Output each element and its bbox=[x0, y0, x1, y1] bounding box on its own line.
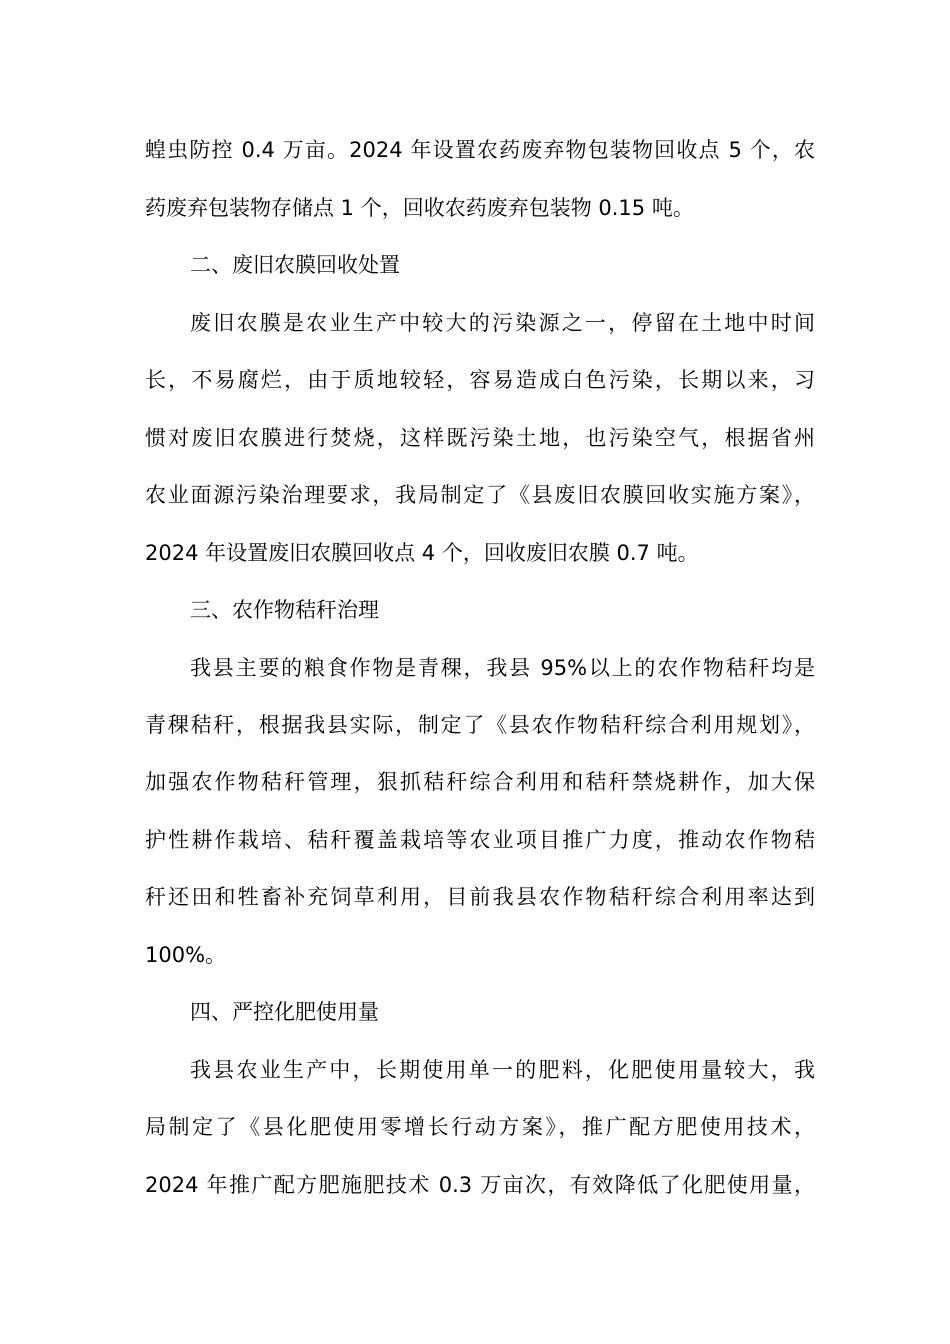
paragraph-line: 长，不易腐烂，由于质地较轻，容易造成白色污染，长期以来，习 bbox=[145, 368, 815, 392]
paragraph-line: 蝗虫防控 0.4 万亩。2024 年设置农药废弃物包装物回收点 5 个，农 bbox=[145, 138, 815, 162]
section-heading-3: 三、农作物秸秆治理 bbox=[190, 598, 379, 622]
paragraph-line: 2024 年推广配方肥施肥技术 0.3 万亩次，有效降低了化肥使用量， bbox=[145, 1173, 815, 1197]
paragraph-line: 青稞秸秆，根据我县实际，制定了《县农作物秸秆综合利用规划》， bbox=[145, 713, 815, 737]
paragraph-line: 加强农作物秸秆管理，狠抓秸秆综合利用和秸秆禁烧耕作，加大保 bbox=[145, 770, 815, 794]
paragraph-line: 护性耕作栽培、秸秆覆盖栽培等农业项目推广力度，推动农作物秸 bbox=[145, 828, 815, 852]
paragraph-line: 惯对废旧农膜进行焚烧，这样既污染土地，也污染空气，根据省州 bbox=[145, 426, 815, 450]
paragraph-line: 我县农业生产中，长期使用单一的肥料，化肥使用量较大，我 bbox=[190, 1058, 815, 1082]
paragraph-line: 农业面源污染治理要求，我局制定了《县废旧农膜回收实施方案》， bbox=[145, 483, 815, 507]
paragraph-line: 秆还田和牲畜补充饲草利用，目前我县农作物秸秆综合利用率达到 bbox=[145, 885, 815, 909]
paragraph-line: 废旧农膜是农业生产中较大的污染源之一，停留在土地中时间 bbox=[190, 311, 815, 335]
section-heading-4: 四、严控化肥使用量 bbox=[190, 1000, 379, 1024]
paragraph-line: 2024 年设置废旧农膜回收点 4 个，回收废旧农膜 0.7 吨。 bbox=[145, 541, 699, 565]
paragraph-line: 100%。 bbox=[145, 943, 227, 967]
section-heading-2: 二、废旧农膜回收处置 bbox=[190, 253, 400, 277]
paragraph-line: 我县主要的粮食作物是青稞，我县 95%以上的农作物秸秆均是 bbox=[190, 656, 815, 680]
paragraph-line: 药废弃包装物存储点 1 个，回收农药废弃包装物 0.15 吨。 bbox=[145, 196, 694, 220]
paragraph-line: 局制定了《县化肥使用零增长行动方案》，推广配方肥使用技术， bbox=[145, 1115, 815, 1139]
